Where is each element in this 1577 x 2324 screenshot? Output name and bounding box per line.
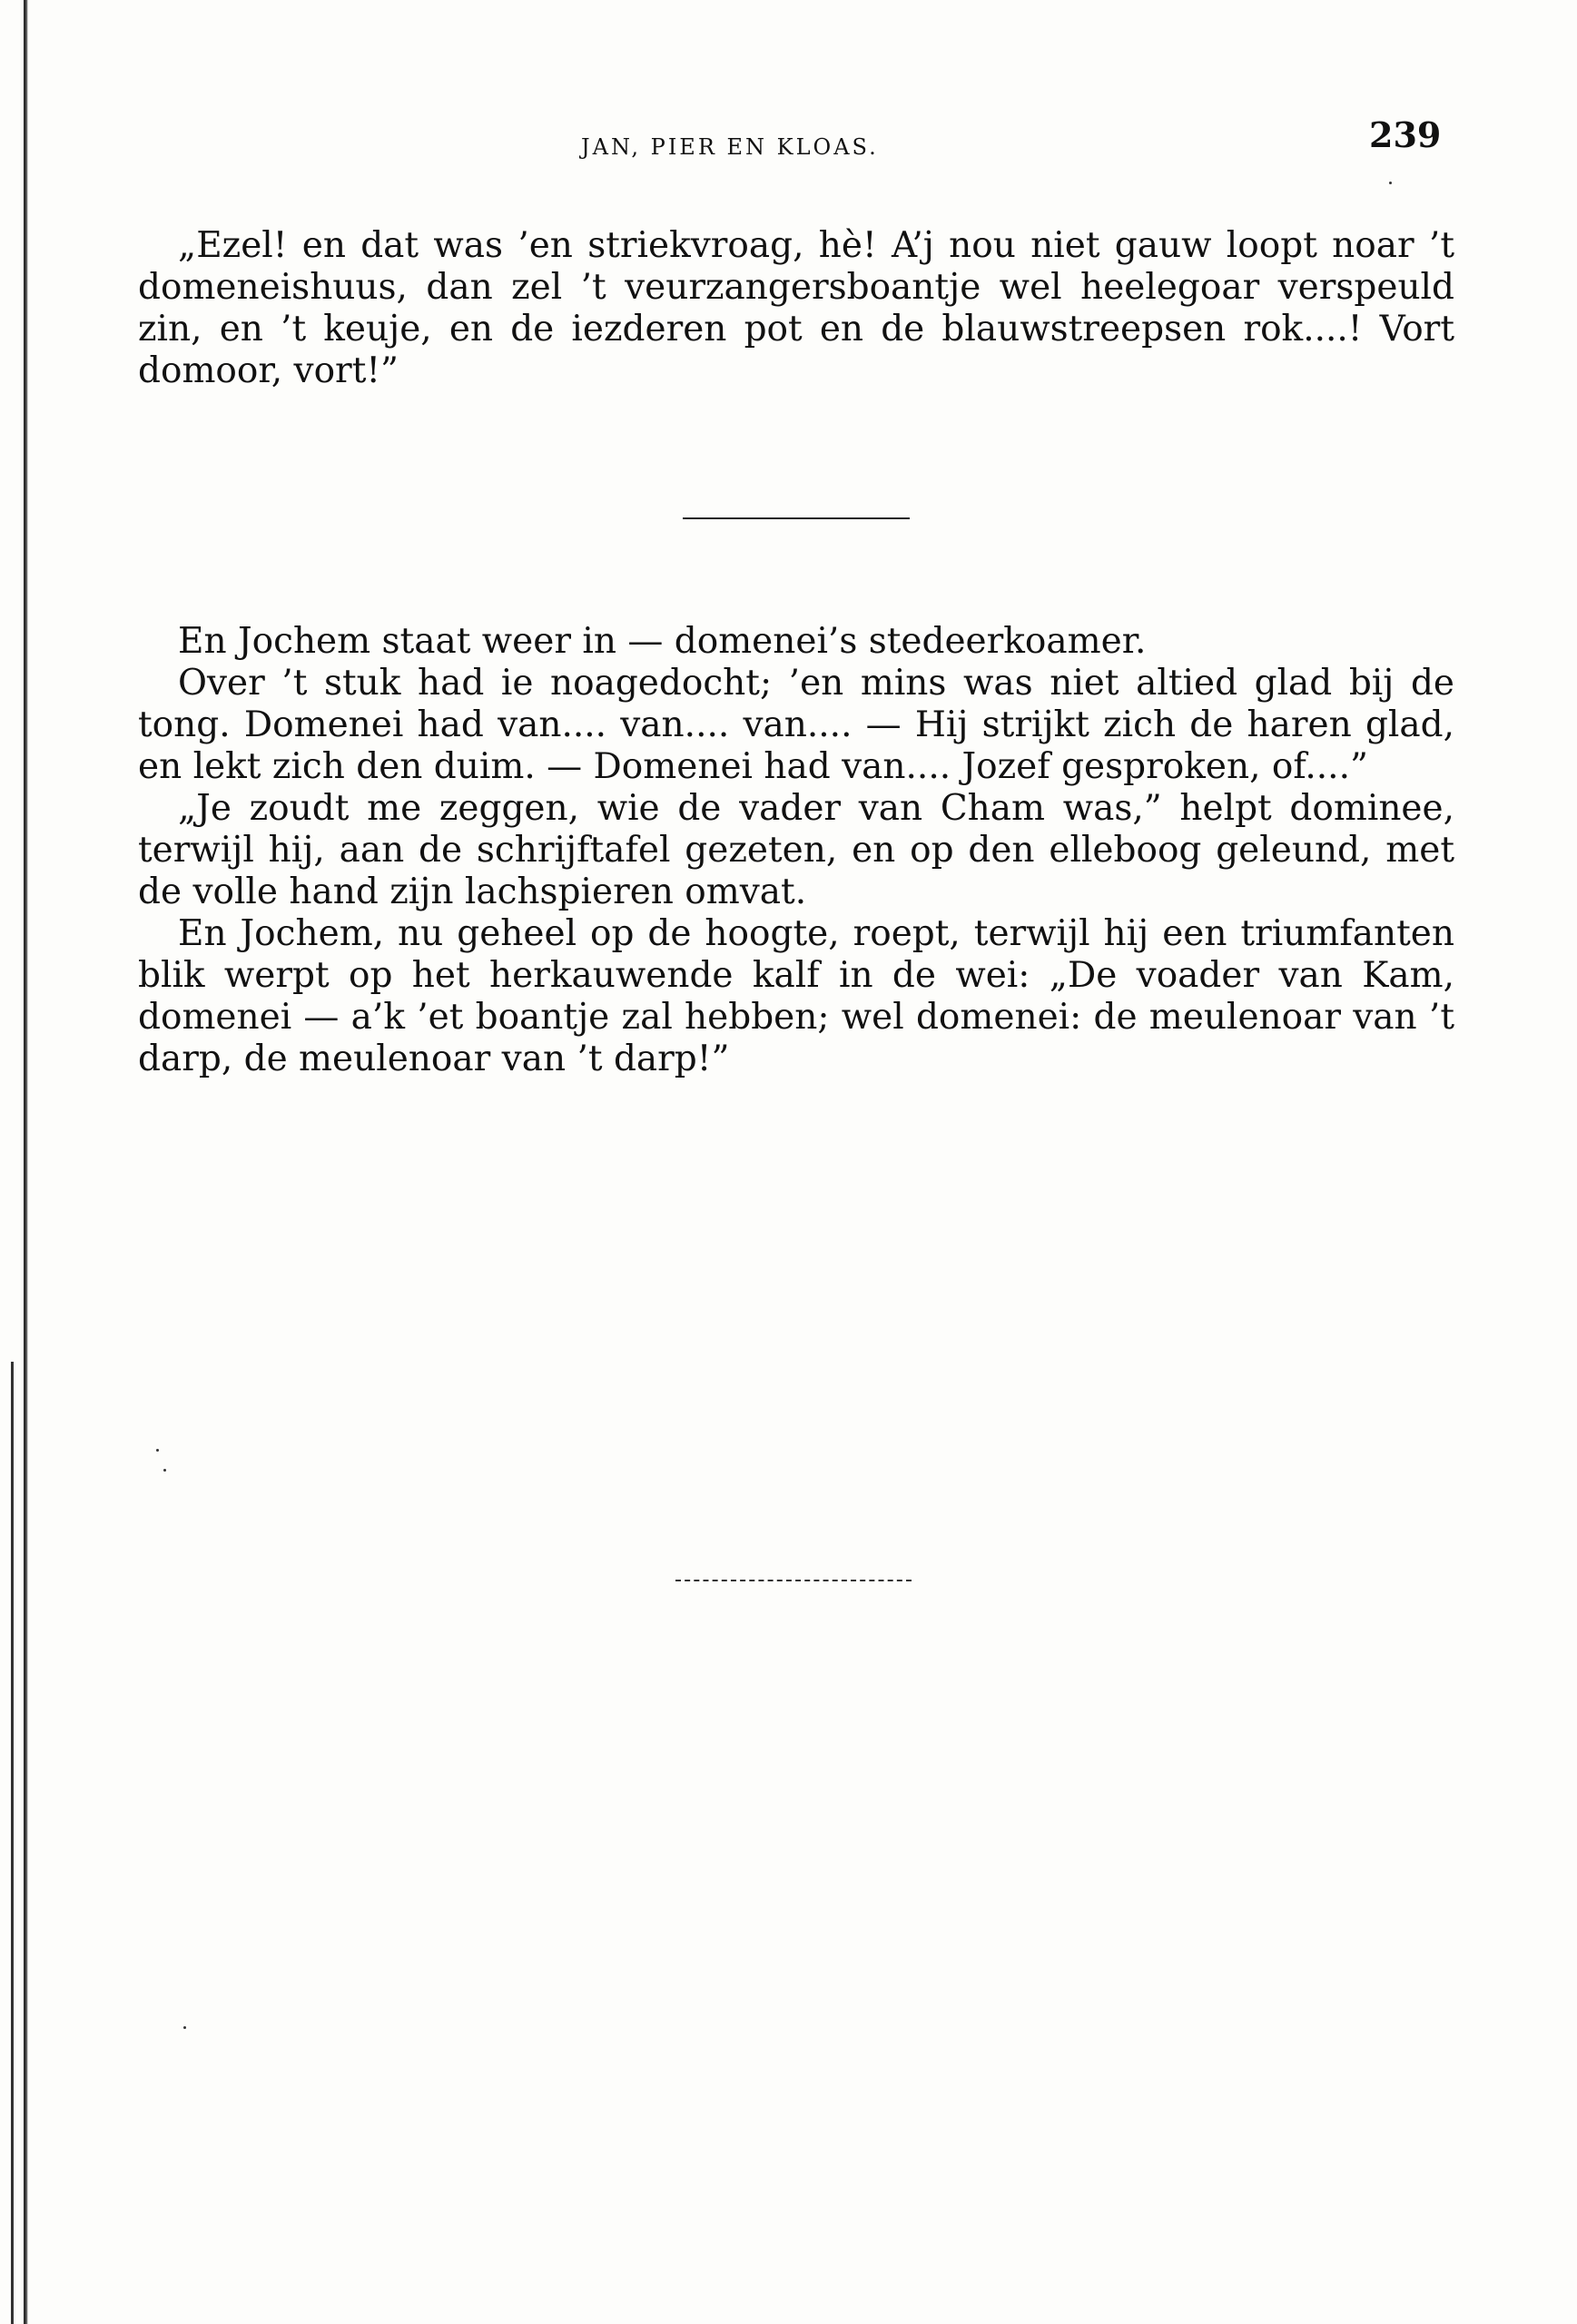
paragraph: „Ezel! en dat was ’en striekvroag, hè! A’j nou niet gauw loopt noar ’t domeneishuus, dan zel ’t veurzangersboantje wel heelegoar verspeuld zin, en ’t keuje, en de iezderen pot en de blauwstreepsen rok....! Vort domoor, vort!” bbox=[138, 225, 1454, 391]
print-speck bbox=[163, 1469, 166, 1472]
paragraph: En Jochem, nu geheel op de hoogte, roept, terwijl hij een triumfanten blik werpt op het herkauwende kalf in de wei: „De voader van Kam, domenei — a’k ’et boantje zal hebben; wel domenei: de meulenoar van ’t darp, de meulenoar van ’t darp!” bbox=[138, 913, 1454, 1079]
print-speck bbox=[1389, 182, 1392, 184]
running-title: JAN, PIER EN KLOAS. bbox=[581, 134, 879, 160]
binding-edge-shadow bbox=[24, 0, 28, 2324]
section-1 bbox=[138, 225, 1454, 392]
print-speck bbox=[156, 1449, 159, 1452]
print-speck bbox=[183, 2026, 186, 2029]
paragraph: En Jochem staat weer in — domenei’s stedeerkoamer. bbox=[178, 621, 1147, 662]
end-divider bbox=[675, 1580, 912, 1581]
binding-edge-shadow-lower bbox=[11, 1362, 14, 2324]
page-number: 239 bbox=[1369, 114, 1442, 155]
paragraph: „Je zoudt me zeggen, wie de vader van Cham was,” helpt dominee, terwijl hij, aan de schrijftafel gezeten, en op den elleboog geleund, met de volle hand zijn lachspieren omvat. bbox=[138, 788, 1454, 912]
section-divider bbox=[683, 517, 910, 519]
paragraph: Over ’t stuk had ie noagedocht; ’en mins was niet altied glad bij de tong. Domenei had van.... van.... van.... — Hij strijkt zich de haren glad, en lekt zich den duim. — Domenei had van.... Jozef gesproken, of....” bbox=[138, 663, 1454, 787]
section-2 bbox=[138, 621, 1454, 1080]
